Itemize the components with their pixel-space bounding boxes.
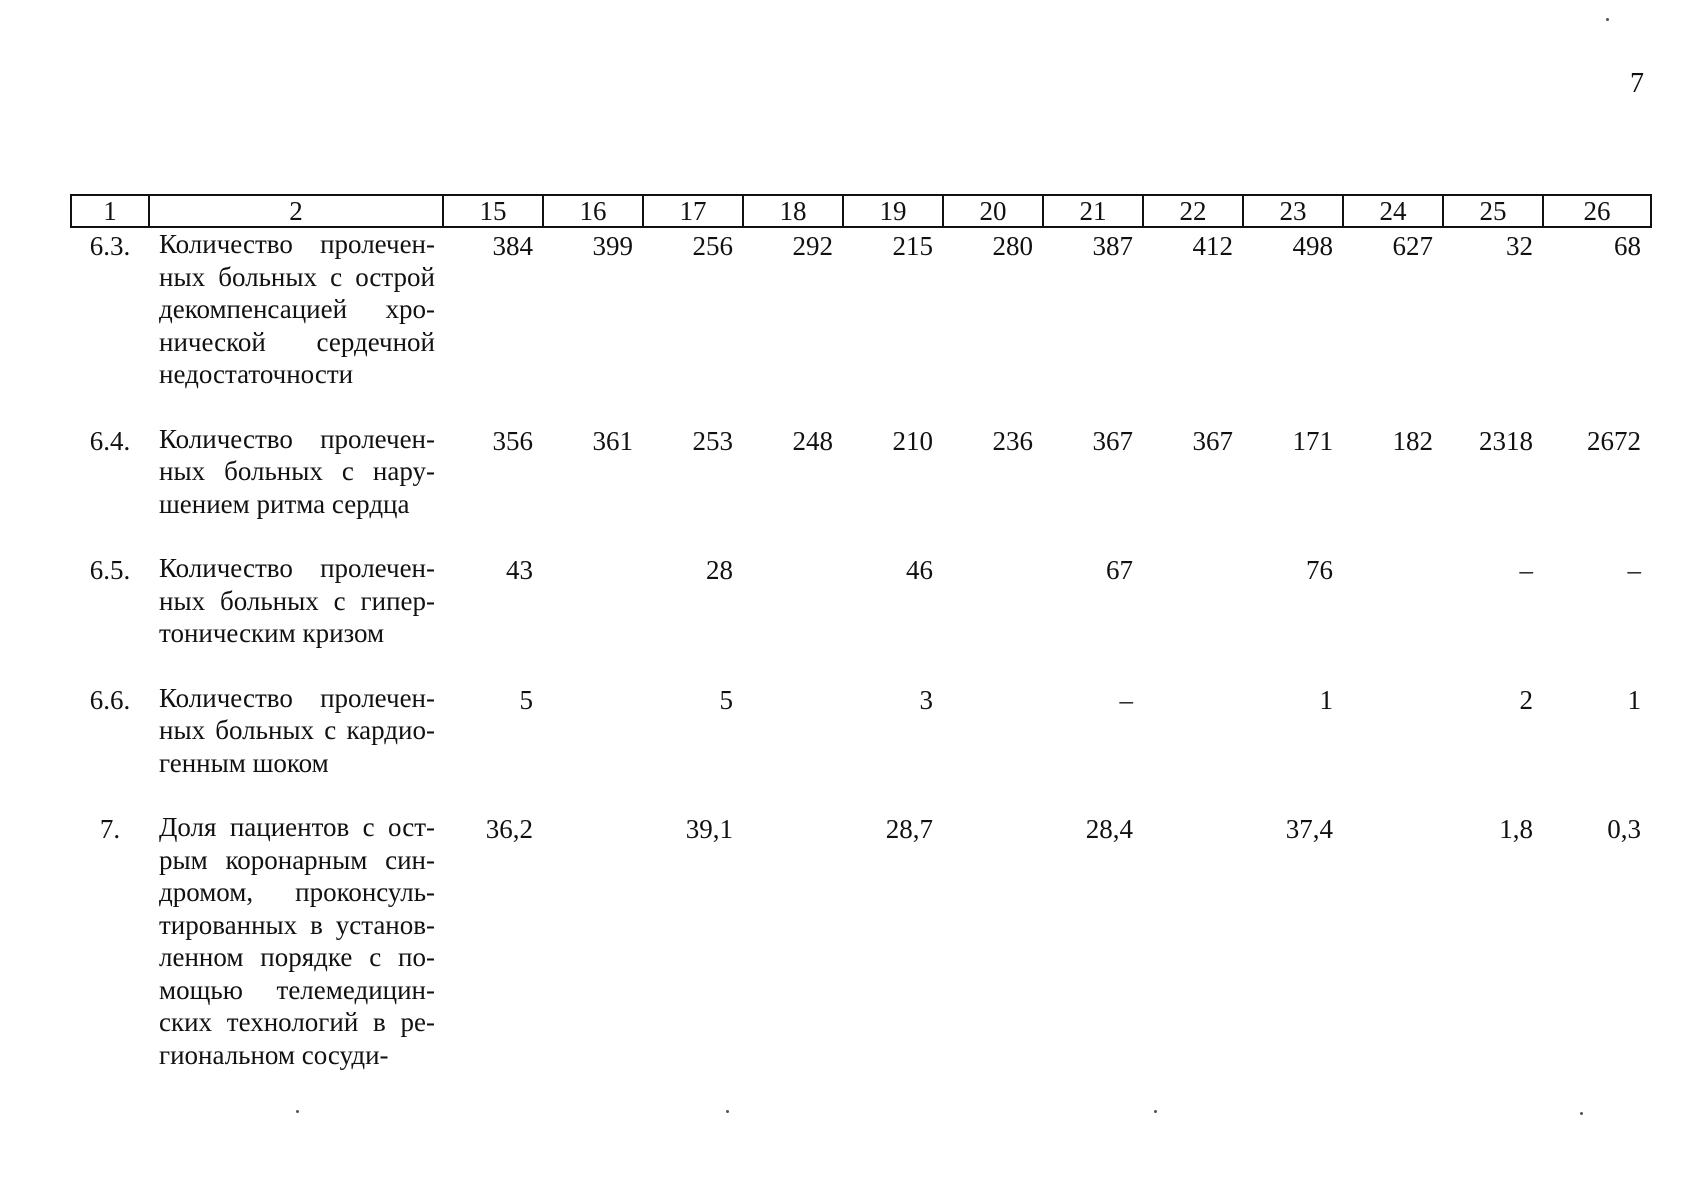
- value-cell: [943, 552, 1043, 650]
- value-cell: 367: [1192, 425, 1233, 456]
- value-cell: 28: [706, 555, 733, 585]
- header-cell: 17: [643, 195, 743, 227]
- value-cell: [543, 682, 643, 780]
- value-cell: 399: [592, 231, 633, 261]
- value-cell: 367: [1092, 425, 1133, 456]
- value-cell: 2672: [1587, 425, 1641, 456]
- table-row: [71, 682, 1651, 780]
- value-cell: [1343, 811, 1443, 1071]
- table-row: [71, 423, 1651, 521]
- header-cell: 2: [149, 195, 443, 227]
- value-cell: [1343, 552, 1443, 650]
- value-cell: 361: [592, 425, 633, 456]
- scan-speck: [726, 1110, 729, 1113]
- value-cell: 68: [1614, 231, 1641, 261]
- header-cell: 20: [943, 195, 1043, 227]
- row-description: Количество пролечен-ных больных с острой декомпенсацией хро-нической сердечной недостаточности: [159, 229, 435, 389]
- value-cell: [1143, 682, 1243, 780]
- value-cell: 28,7: [885, 814, 933, 844]
- table-row: [71, 552, 1651, 650]
- value-cell: 498: [1292, 231, 1333, 261]
- value-cell: 3: [919, 684, 933, 715]
- value-cell: 356: [492, 425, 533, 456]
- value-cell: 384: [492, 231, 533, 261]
- value-cell: 248: [792, 425, 833, 456]
- scan-speck: [1580, 1112, 1583, 1115]
- header-cell: 16: [543, 195, 643, 227]
- value-cell: 32: [1506, 231, 1533, 261]
- value-cell: 5: [519, 684, 533, 715]
- value-cell: –: [1627, 555, 1641, 585]
- scan-speck: [296, 1110, 299, 1113]
- scan-speck: [1154, 1110, 1157, 1113]
- header-cell: 1: [71, 195, 149, 227]
- value-cell: [1343, 682, 1443, 780]
- table-row: [71, 227, 1651, 391]
- row-description: Количество пролечен-ных больных с нару-шением ритма сердца: [159, 423, 435, 519]
- value-cell: 1,8: [1499, 814, 1533, 844]
- value-cell: 46: [906, 555, 933, 585]
- value-cell: 253: [692, 425, 733, 456]
- data-table: [70, 194, 1652, 1071]
- value-cell: 2318: [1479, 425, 1533, 456]
- header-cell: 18: [743, 195, 843, 227]
- value-cell: [743, 811, 843, 1071]
- row-spacer: [71, 520, 1651, 552]
- value-cell: 39,1: [685, 814, 733, 844]
- value-cell: 280: [992, 231, 1033, 261]
- value-cell: [943, 811, 1043, 1071]
- value-cell: [743, 682, 843, 780]
- value-cell: [743, 552, 843, 650]
- value-cell: [1143, 811, 1243, 1071]
- value-cell: 182: [1392, 425, 1433, 456]
- value-cell: 36,2: [485, 814, 533, 844]
- value-cell: 292: [792, 231, 833, 261]
- row-description: Количество пролечен-ных больных с кардио-генным шоком: [159, 682, 435, 778]
- value-cell: 1: [1319, 684, 1333, 715]
- row-number: 7.: [99, 814, 121, 844]
- header-cell: 26: [1543, 195, 1651, 227]
- row-number: 6.4.: [89, 425, 131, 456]
- value-cell: 28,4: [1085, 814, 1133, 844]
- value-cell: 0,3: [1607, 814, 1641, 844]
- row-spacer: [71, 650, 1651, 682]
- row-description: Количество пролечен-ных больных с гипер-тоническим кризом: [159, 553, 435, 648]
- row-spacer: [71, 779, 1651, 811]
- value-cell: 215: [892, 231, 933, 261]
- value-cell: –: [1119, 684, 1133, 715]
- value-cell: [1143, 552, 1243, 650]
- value-cell: 210: [892, 425, 933, 456]
- header-cell: 19: [843, 195, 943, 227]
- value-cell: 43: [506, 555, 533, 585]
- scan-speck: [1606, 18, 1609, 21]
- row-number: 6.5.: [89, 555, 131, 585]
- value-cell: [943, 682, 1043, 780]
- value-cell: 2: [1519, 684, 1533, 715]
- header-cell: 22: [1143, 195, 1243, 227]
- value-cell: 1: [1627, 684, 1641, 715]
- value-cell: 236: [992, 425, 1033, 456]
- header-cell: 25: [1443, 195, 1543, 227]
- header-cell: 21: [1043, 195, 1143, 227]
- value-cell: 256: [692, 231, 733, 261]
- value-cell: 412: [1192, 231, 1233, 261]
- value-cell: 627: [1392, 231, 1433, 261]
- value-cell: 387: [1092, 231, 1133, 261]
- value-cell: 5: [719, 684, 733, 715]
- row-description: Доля пациентов с ост-рым коронарным син-дромом, проконсуль-тированных в установ-ленном порядке с по-мощью телемедицин-ских технологий в ре-гиональном сосуди-: [159, 812, 435, 1070]
- value-cell: 76: [1306, 555, 1333, 585]
- value-cell: [543, 552, 643, 650]
- row-number: 6.3.: [89, 231, 131, 261]
- header-cell: 23: [1243, 195, 1343, 227]
- header-cell: 24: [1343, 195, 1443, 227]
- row-spacer: [71, 391, 1651, 423]
- table-row: [71, 811, 1651, 1071]
- value-cell: –: [1519, 555, 1533, 585]
- value-cell: 171: [1292, 425, 1333, 456]
- header-cell: 15: [443, 195, 543, 227]
- value-cell: 37,4: [1285, 814, 1333, 844]
- page-number: 7: [1630, 68, 1644, 99]
- value-cell: 67: [1106, 555, 1133, 585]
- row-number: 6.6.: [89, 684, 131, 715]
- header-row: [71, 195, 1651, 227]
- value-cell: [543, 811, 643, 1071]
